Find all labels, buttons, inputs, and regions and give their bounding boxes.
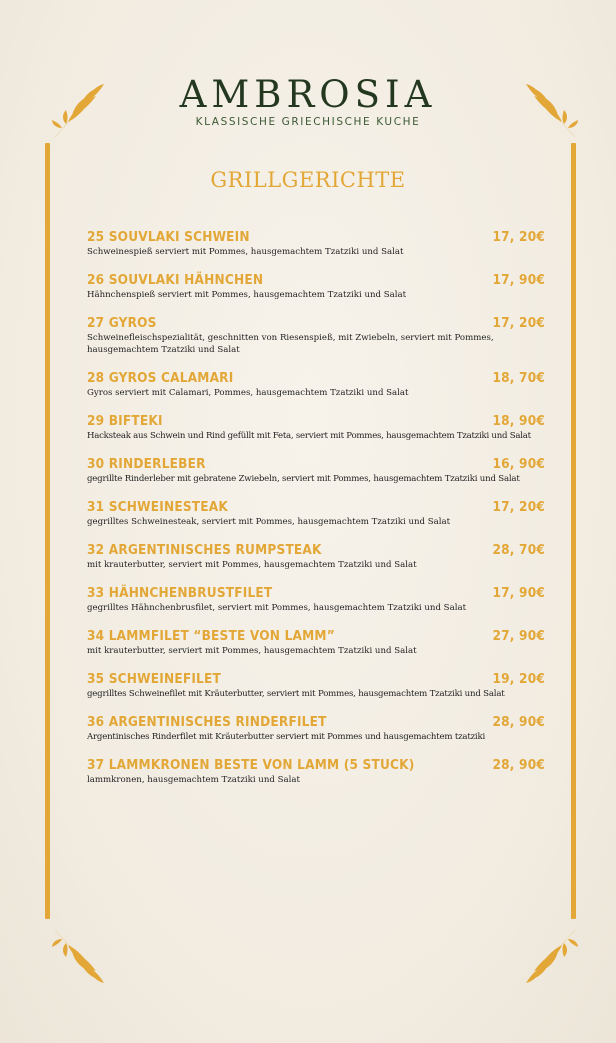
menu-item-price: 17, 90€ [492, 272, 545, 288]
menu-list [87, 229, 545, 800]
menu-item-name: 34 LAMMFILET “BESTE VON LAMM” [87, 628, 335, 644]
menu-item-description: Hähnchenspieß serviert mit Pommes, hausgemachtem Tzatziki und Salat [87, 290, 407, 300]
menu-item-description: mit krauterbutter, serviert mit Pommes, hausgemachtem Tzatziki und Salat [87, 646, 417, 656]
menu-item-description: Argentinisches Rinderfilet mit Kräuterbutter serviert mit Pommes und hausgemachtem tzatziki [87, 732, 486, 742]
menu-item-name: 36 ARGENTINISCHES RINDERFILET [87, 714, 327, 730]
brand-header [0, 74, 616, 128]
menu-item-name: 33 HÄHNCHENBRUSTFILET [87, 585, 273, 601]
menu-item-name: 26 SOUVLAKI HÄHNCHEN [87, 272, 264, 288]
menu-item-description: Gyros serviert mit Calamari, Pommes, hausgemachtem Tzatziki und Salat [87, 388, 409, 398]
menu-item-description: lammkronen, hausgemachtem Tzatziki und Salat [87, 775, 300, 785]
menu-item-name: 32 ARGENTINISCHES RUMPSTEAK [87, 542, 322, 558]
menu-item-price: 28, 70€ [492, 542, 545, 558]
menu-item-name: 27 GYROS [87, 315, 157, 331]
menu-item [87, 757, 545, 786]
menu-item [87, 628, 545, 657]
menu-item-description: gegrillte Rinderleber mit gebratene Zwiebeln, serviert mit Pommes, hausgemachtem Tzatziki und Salat [87, 474, 520, 484]
brand-name: AMBROSIA [179, 73, 437, 116]
menu-item [87, 499, 545, 528]
menu-item-price: 16, 90€ [492, 456, 545, 472]
menu-item [87, 714, 545, 743]
menu-item-price: 28, 90€ [492, 757, 545, 773]
menu-item-name: 30 RINDERLEBER [87, 456, 206, 472]
frame-border-right [571, 143, 576, 919]
menu-item [87, 272, 545, 301]
menu-item-description: gegrilltes Hähnchenbrusfilet, serviert mit Pommes, hausgemachtem Tzatziki und Salat [87, 603, 467, 613]
menu-item-price: 17, 20€ [492, 315, 545, 331]
menu-item [87, 542, 545, 571]
menu-item-description: mit krauterbutter, serviert mit Pommes, hausgemachtem Tzatziki und Salat [87, 560, 417, 570]
menu-item-description: gegrilltes Schweinesteak, serviert mit Pommes, hausgemachtem Tzatziki und Salat [87, 517, 451, 527]
menu-item [87, 585, 545, 614]
menu-item-description: Hacksteak aus Schwein und Rind gefüllt mit Feta, serviert mit Pommes, hausgemachtem Tzatziki und Salat [87, 431, 531, 441]
menu-item-price: 27, 90€ [492, 628, 545, 644]
menu-item-price: 17, 90€ [492, 585, 545, 601]
laurel-ornament-icon [50, 925, 114, 991]
menu-item [87, 413, 545, 442]
menu-item [87, 456, 545, 485]
menu-item [87, 229, 545, 258]
menu-item [87, 370, 545, 399]
menu-item-name: 35 SCHWEINEFILET [87, 671, 221, 687]
menu-item-name: 28 GYROS CALAMARI [87, 370, 234, 386]
menu-item-name: 29 BIFTEKI [87, 413, 163, 429]
menu-item-price: 17, 20€ [492, 229, 545, 245]
menu-item-name: 25 SOUVLAKI SCHWEIN [87, 229, 250, 245]
menu-item-description: gegrilltes Schweinefilet mit Kräuterbutter, serviert mit Pommes, hausgemachtem Tzatziki und Salat [87, 689, 505, 699]
frame-border-left [45, 143, 50, 919]
menu-item-name: 31 SCHWEINESTEAK [87, 499, 228, 515]
menu-item-description: Schweinefleischspezialität, geschnitten von Riesenspieß, mit Zwiebeln, serviert mit Pommes, hausgemachtem Tzatziki und Salat [87, 333, 494, 355]
menu-item-price: 18, 90€ [492, 413, 545, 429]
brand-subtitle: KLASSISCHE GRIECHISCHE KUCHE [195, 116, 421, 128]
menu-item-price: 18, 70€ [492, 370, 545, 386]
menu-item-price: 17, 20€ [492, 499, 545, 515]
menu-item-price: 19, 20€ [492, 671, 545, 687]
menu-item [87, 671, 545, 700]
menu-item [87, 315, 545, 356]
menu-item-price: 28, 90€ [492, 714, 545, 730]
laurel-ornament-icon [516, 925, 580, 991]
section-title: GRILLGERICHTE [210, 168, 406, 192]
menu-item-name: 37 LAMMKRONEN BESTE VON LAMM (5 STUCK) [87, 757, 415, 773]
menu-item-description: Schweinespieß serviert mit Pommes, hausgemachtem Tzatziki und Salat [87, 247, 404, 257]
